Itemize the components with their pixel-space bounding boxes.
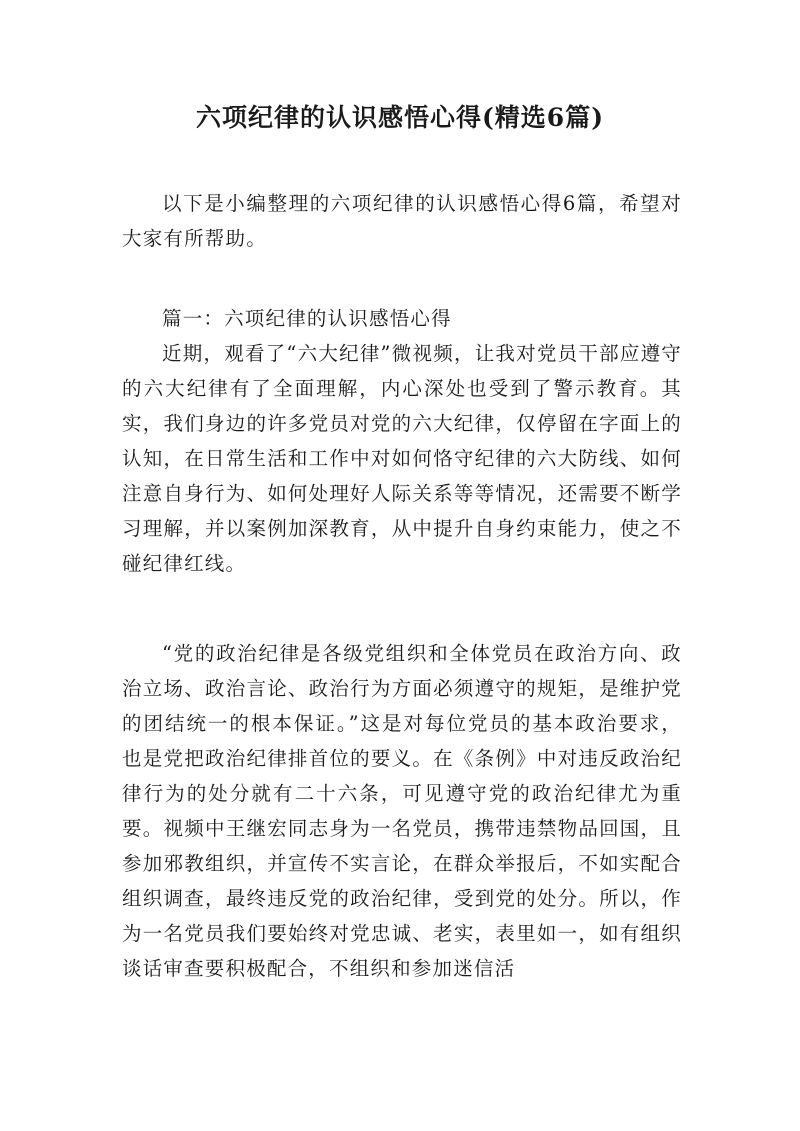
- document-title: 六项纪律的认识感悟心得(精选6篇): [195, 103, 605, 132]
- intro-paragraph: 以下是小编整理的六项纪律的认识感悟心得6篇，希望对大家有所帮助。: [122, 192, 682, 250]
- section-heading: 篇一：六项纪律的认识感悟心得: [162, 307, 452, 330]
- body-paragraph: “党的政治纪律是各级党组织和全体党员在政治方向、政治立场、政治言论、政治行为方面必须遵守的规矩，是维护党的团结统一的根本保证。”这是对每位党员的基本政治要求，也是党把政治纪律排首位的要义。在《条例》中对违反政治纪律行为的处分就有二十六条，可见遵守党的政治纪律尤为重要。视频中王继宏同志身为一名党员，携带违禁物品回国，且参加邪教组织，并宣传不实言论，在群众举报后，不如实配合组织调查，最终违反党的政治纪律，受到党的处分。所以，作为一名党员我们要始终对党忠诚、老实，表里如一，如有组织谈话审查要积极配合，不组织和参加迷信活: [122, 642, 682, 980]
- body-paragraph: 近期，观看了“六大纪律”微视频，让我对党员干部应遵守的六大纪律有了全面理解，内心深处也受到了警示教育。其实，我们身边的许多党员对党的六大纪律，仅停留在字面上的认知，在日常生活和工作中对如何恪守纪律的六大防线、如何注意自身行为、如何处理好人际关系等等情况，还需要不断学习理解，并以案例加深教育，从中提升自身约束能力，使之不碰纪律红线。: [122, 342, 682, 575]
